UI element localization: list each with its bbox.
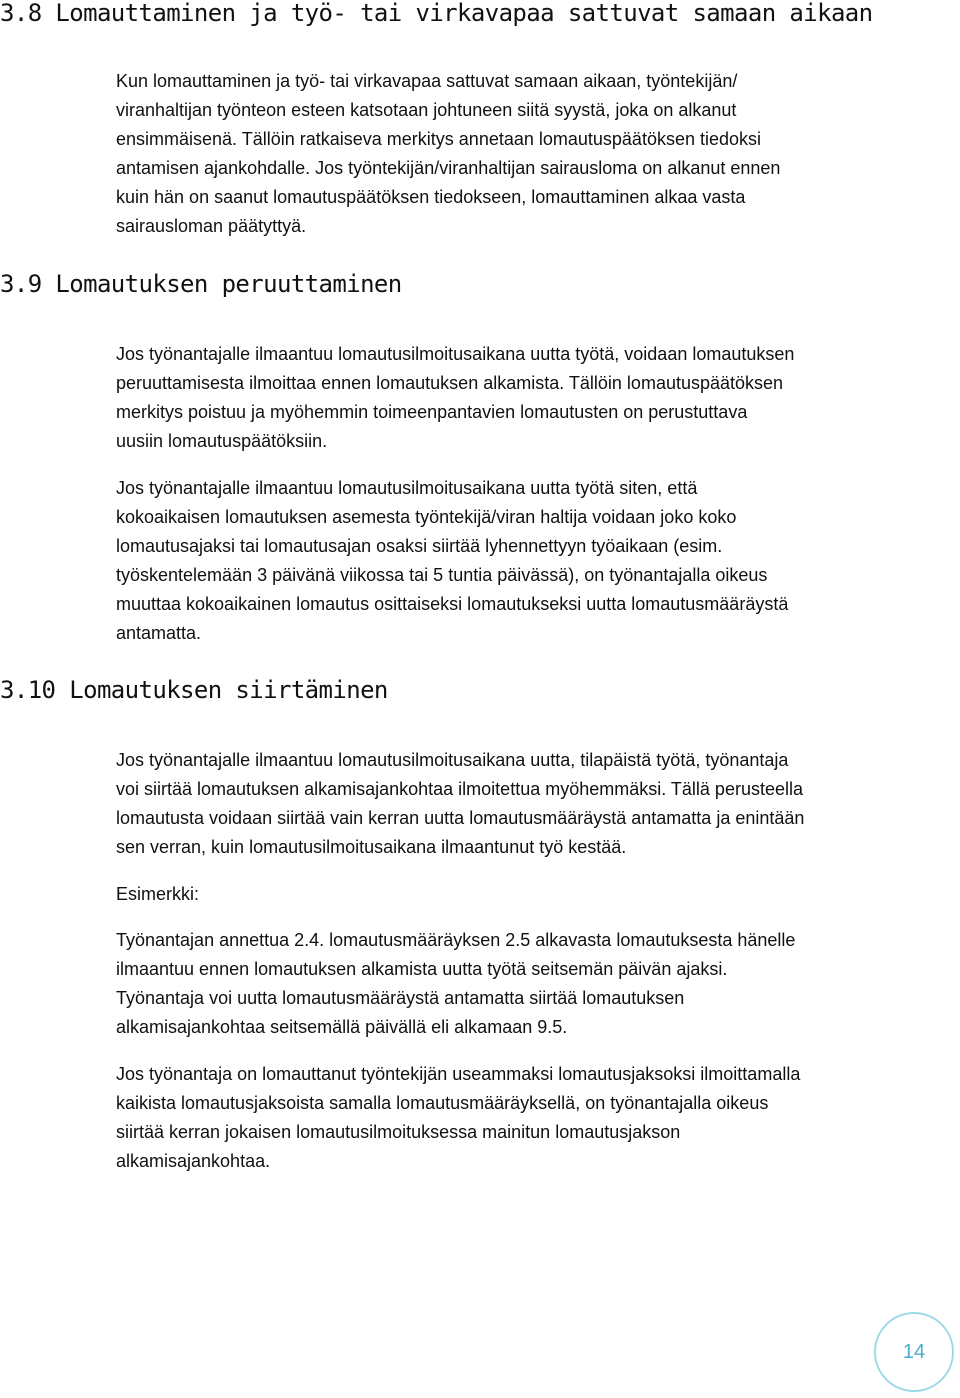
page-number: 14 xyxy=(902,1340,926,1363)
paragraph-3-8-1: Kun lomauttaminen ja työ- tai virkavapaa sattuvat samaan aikaan, työntekijän/ viranhaltijan työnteon esteen katsotaan johtuneen siitä syystä, joka on alkanut ensimmäisenä. Tällöin ratkaiseva merkitys annetaan lomautuspäätöksen tiedoksi antamisen ajankohdalle. Jos työntekijän/viranhaltijan sairausloma on alkanut ennen kuin hän on saanut lomautuspäätöksen tiedokseen, lomauttaminen alkaa vasta sairausloman päätyttyä. xyxy=(116,71,781,236)
section-heading-3-9: 3.9 Lomautuksen peruuttaminen xyxy=(0,270,402,298)
section-heading-3-10: 3.10 Lomautuksen siirtäminen xyxy=(0,676,388,704)
paragraph-3-9-1: Jos työnantajalle ilmaantuu lomautusilmoitusaikana uutta työtä, voidaan lomautuksen peruuttamisesta ilmoittaa ennen lomautuksen alkamista. Tällöin lomautuspäätöksen merkitys poistuu ja myöhemmin toimeenpantavien lomautusten on perustuttava uusiin lomautuspäätöksiin. xyxy=(116,344,795,451)
paragraph-3-9-2: Jos työnantajalle ilmaantuu lomautusilmoitusaikana uutta työtä siten, että kokoaikaisen lomautuksen asemesta työntekijä/viran haltija voidaan joko koko lomautusajaksi tai lomautusajan osaksi siirtää lyhennettyyn työaikaan (esim. työskentelemään 3 päivänä viikossa tai 5 tuntia päivässä), on työnantajalla oikeus muuttaa kokoaikainen lomautus osittaiseksi lomautukseksi uutta lomautusmääräystä antamatta. xyxy=(116,478,789,643)
paragraph-3-10-example: Työnantajan annettua 2.4. lomautusmääräyksen 2.5 alkavasta lomautuksesta hänelle ilmaantuu ennen lomautuksen alkamista uutta työtä seitsemän päivän ajaksi. Työnantaja voi uutta lomautusmääräystä antamatta siirtää lomautuksen alkamisajankohtaa seitsemällä päivällä eli alkamaan 9.5. xyxy=(116,930,796,1037)
paragraph-3-10-2: Jos työnantaja on lomauttanut työntekijän useammaksi lomautusjaksoksi ilmoittamalla kaikista lomautusjaksoista samalla lomautusmääräyksellä, on työnantajalla oikeus siirtää kerran jokaisen lomautusilmoituksessa mainitun lomautusjakson alkamisajankohtaa. xyxy=(116,1064,801,1171)
example-label: Esimerkki: xyxy=(116,884,200,904)
page-number-badge xyxy=(874,1312,954,1392)
section-heading-3-8: 3.8 Lomauttaminen ja työ- tai virkavapaa sattuvat samaan aikaan xyxy=(0,0,873,27)
paragraph-3-10-1: Jos työnantajalle ilmaantuu lomautusilmoitusaikana uutta, tilapäistä työtä, työnantaja voi siirtää lomautuksen alkamisajankohtaa ilmoitettua myöhemmäksi. Tällä perusteella lomautusta voidaan siirtää vain kerran uutta lomautusmääräystä antamatta ja enintään sen verran, kuin lomautusilmoitusaikana ilmaantunut työ kestää. xyxy=(116,750,805,857)
